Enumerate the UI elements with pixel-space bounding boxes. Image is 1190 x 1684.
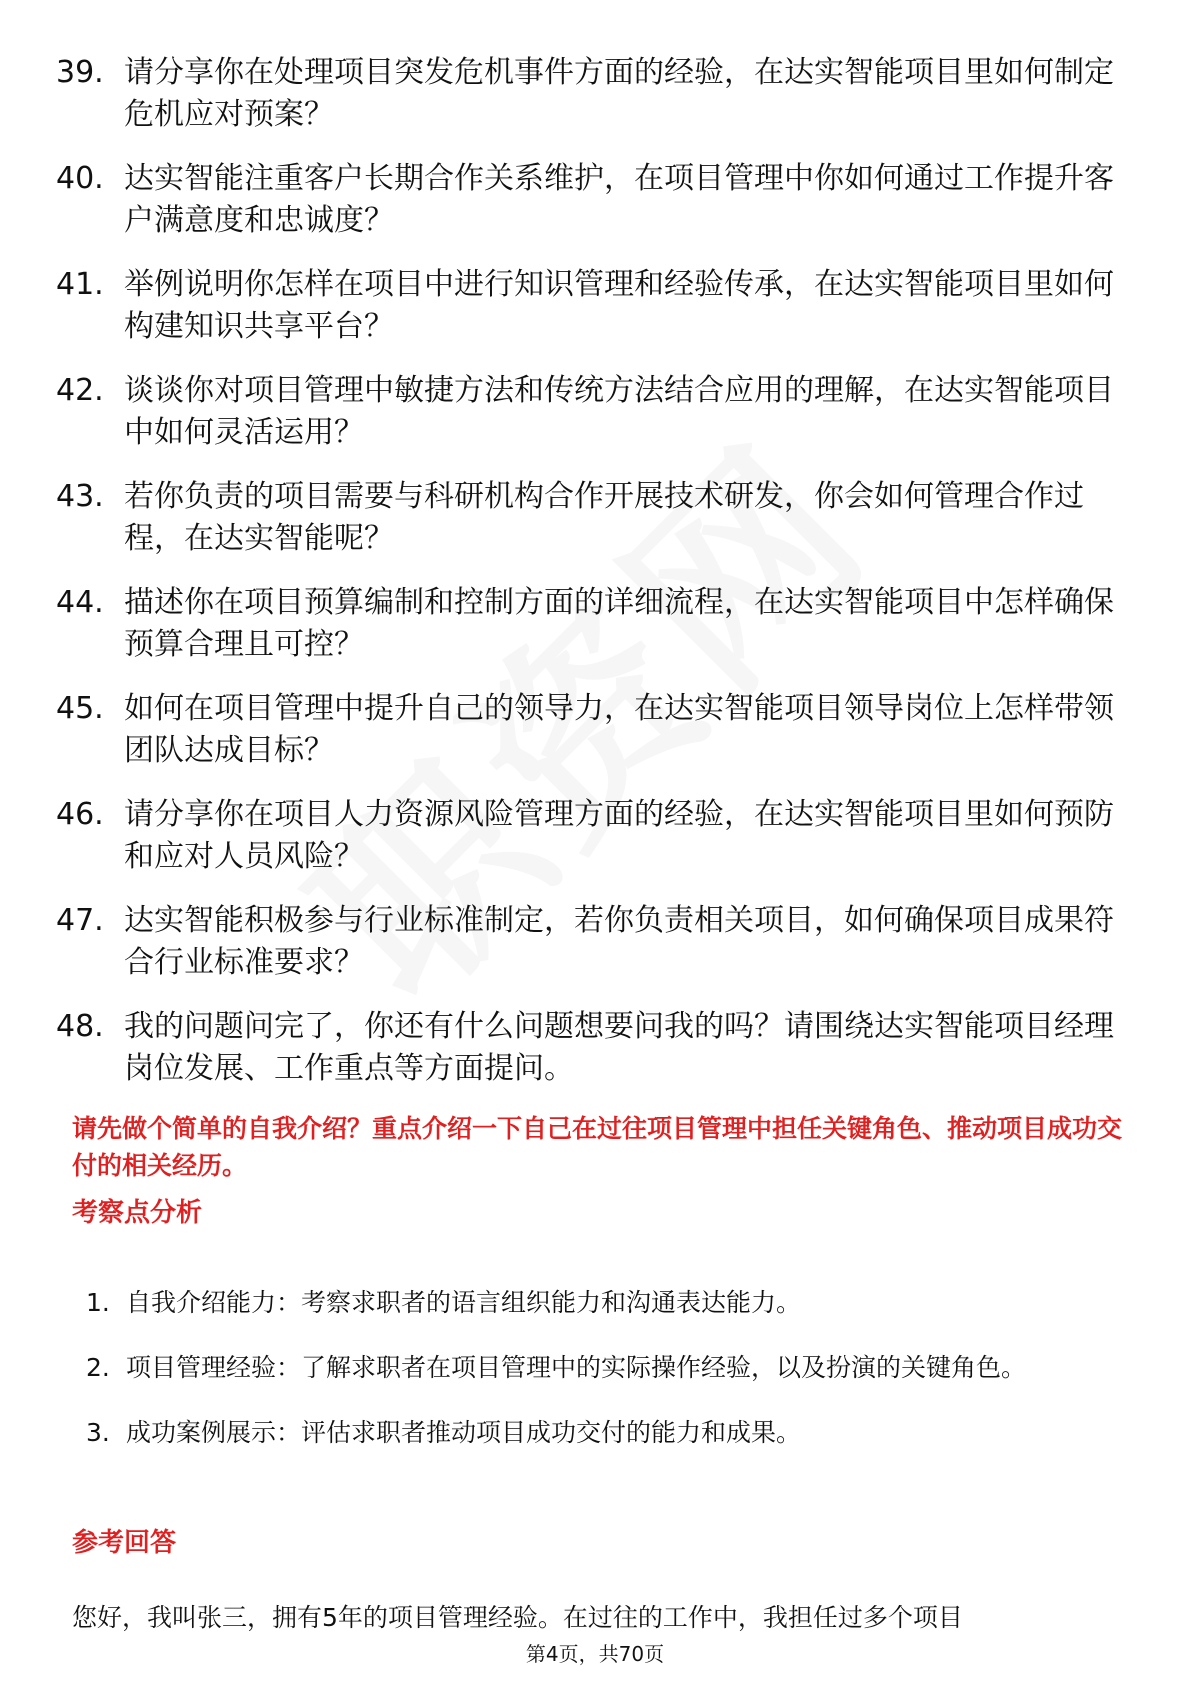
- question-text: 请分享你在处理项目突发危机事件方面的经验，在达实智能项目里如何制定危机应对预案？: [124, 55, 1114, 132]
- list-item: [56, 264, 1126, 348]
- highlight-question: 请先做个简单的自我介绍？重点介绍一下自己在过往项目管理中担任关键角色、推动项目成功交付的相关经历。: [72, 1114, 1123, 1180]
- question-text: 如何在项目管理中提升自己的领导力，在达实智能项目领导岗位上怎样带领团队达成目标？: [124, 691, 1114, 768]
- question-number: 42.: [56, 373, 104, 408]
- list-item: [56, 370, 1126, 454]
- question-text: 我的问题问完了，你还有什么问题想要问我的吗？请围绕达实智能项目经理岗位发展、工作重点等方面提问。: [124, 1009, 1114, 1086]
- reference-title: 参考回答: [72, 1528, 177, 1558]
- question-number: 46.: [56, 797, 104, 832]
- question-text: 举例说明你怎样在项目中进行知识管理和经验传承，在达实智能项目里如何构建知识共享平台？: [124, 267, 1114, 344]
- analysis-text: 成功案例展示：评估求职者推动项目成功交付的能力和成果。: [126, 1418, 802, 1447]
- list-item: [56, 900, 1126, 984]
- list-item: [56, 52, 1126, 136]
- analysis-text: 自我介绍能力：考察求职者的语言组织能力和沟通表达能力。: [126, 1288, 802, 1317]
- question-text: 谈谈你对项目管理中敏捷方法和传统方法结合应用的理解，在达实智能项目中如何灵活运用？: [124, 373, 1114, 450]
- list-item: [56, 1006, 1126, 1090]
- analysis-number: 1.: [86, 1288, 110, 1317]
- analysis-number: 3.: [86, 1418, 110, 1447]
- list-item: [56, 476, 1126, 560]
- question-number: 44.: [56, 585, 104, 620]
- question-number: 41.: [56, 267, 104, 302]
- question-number: 45.: [56, 691, 104, 726]
- analysis-title: 考察点分析: [72, 1198, 203, 1228]
- list-item: [56, 158, 1126, 242]
- analysis-text: 项目管理经验：了解求职者在项目管理中的实际操作经验，以及扮演的关键角色。: [126, 1353, 1027, 1382]
- question-number: 47.: [56, 903, 104, 938]
- question-list: [56, 52, 1126, 1112]
- question-text: 请分享你在项目人力资源风险管理方面的经验，在达实智能项目里如何预防和应对人员风险？: [124, 797, 1114, 874]
- list-item: [86, 1410, 1126, 1462]
- list-item: [86, 1345, 1126, 1397]
- question-text: 若你负责的项目需要与科研机构合作开展技术研发，你会如何管理合作过程，在达实智能呢？: [124, 479, 1084, 556]
- question-number: 40.: [56, 161, 104, 196]
- list-item: [56, 582, 1126, 666]
- question-text: 达实智能积极参与行业标准制定，若你负责相关项目，如何确保项目成果符合行业标准要求？: [124, 903, 1114, 980]
- question-text: 达实智能注重客户长期合作关系维护，在项目管理中你如何通过工作提升客户满意度和忠诚度？: [124, 161, 1114, 238]
- list-item: [86, 1280, 1126, 1332]
- reference-answer: 您好，我叫张三，拥有5年的项目管理经验。在过往的工作中，我担任过多个项目: [72, 1603, 963, 1632]
- list-item: [56, 794, 1126, 878]
- analysis-list: [86, 1280, 1126, 1475]
- list-item: [56, 688, 1126, 772]
- question-number: 39.: [56, 55, 104, 90]
- question-number: 48.: [56, 1009, 104, 1044]
- question-text: 描述你在项目预算编制和控制方面的详细流程，在达实智能项目中怎样确保预算合理且可控？: [124, 585, 1114, 662]
- page-footer: 第4页，共70页: [525, 1642, 665, 1666]
- analysis-number: 2.: [86, 1353, 110, 1382]
- question-number: 43.: [56, 479, 104, 514]
